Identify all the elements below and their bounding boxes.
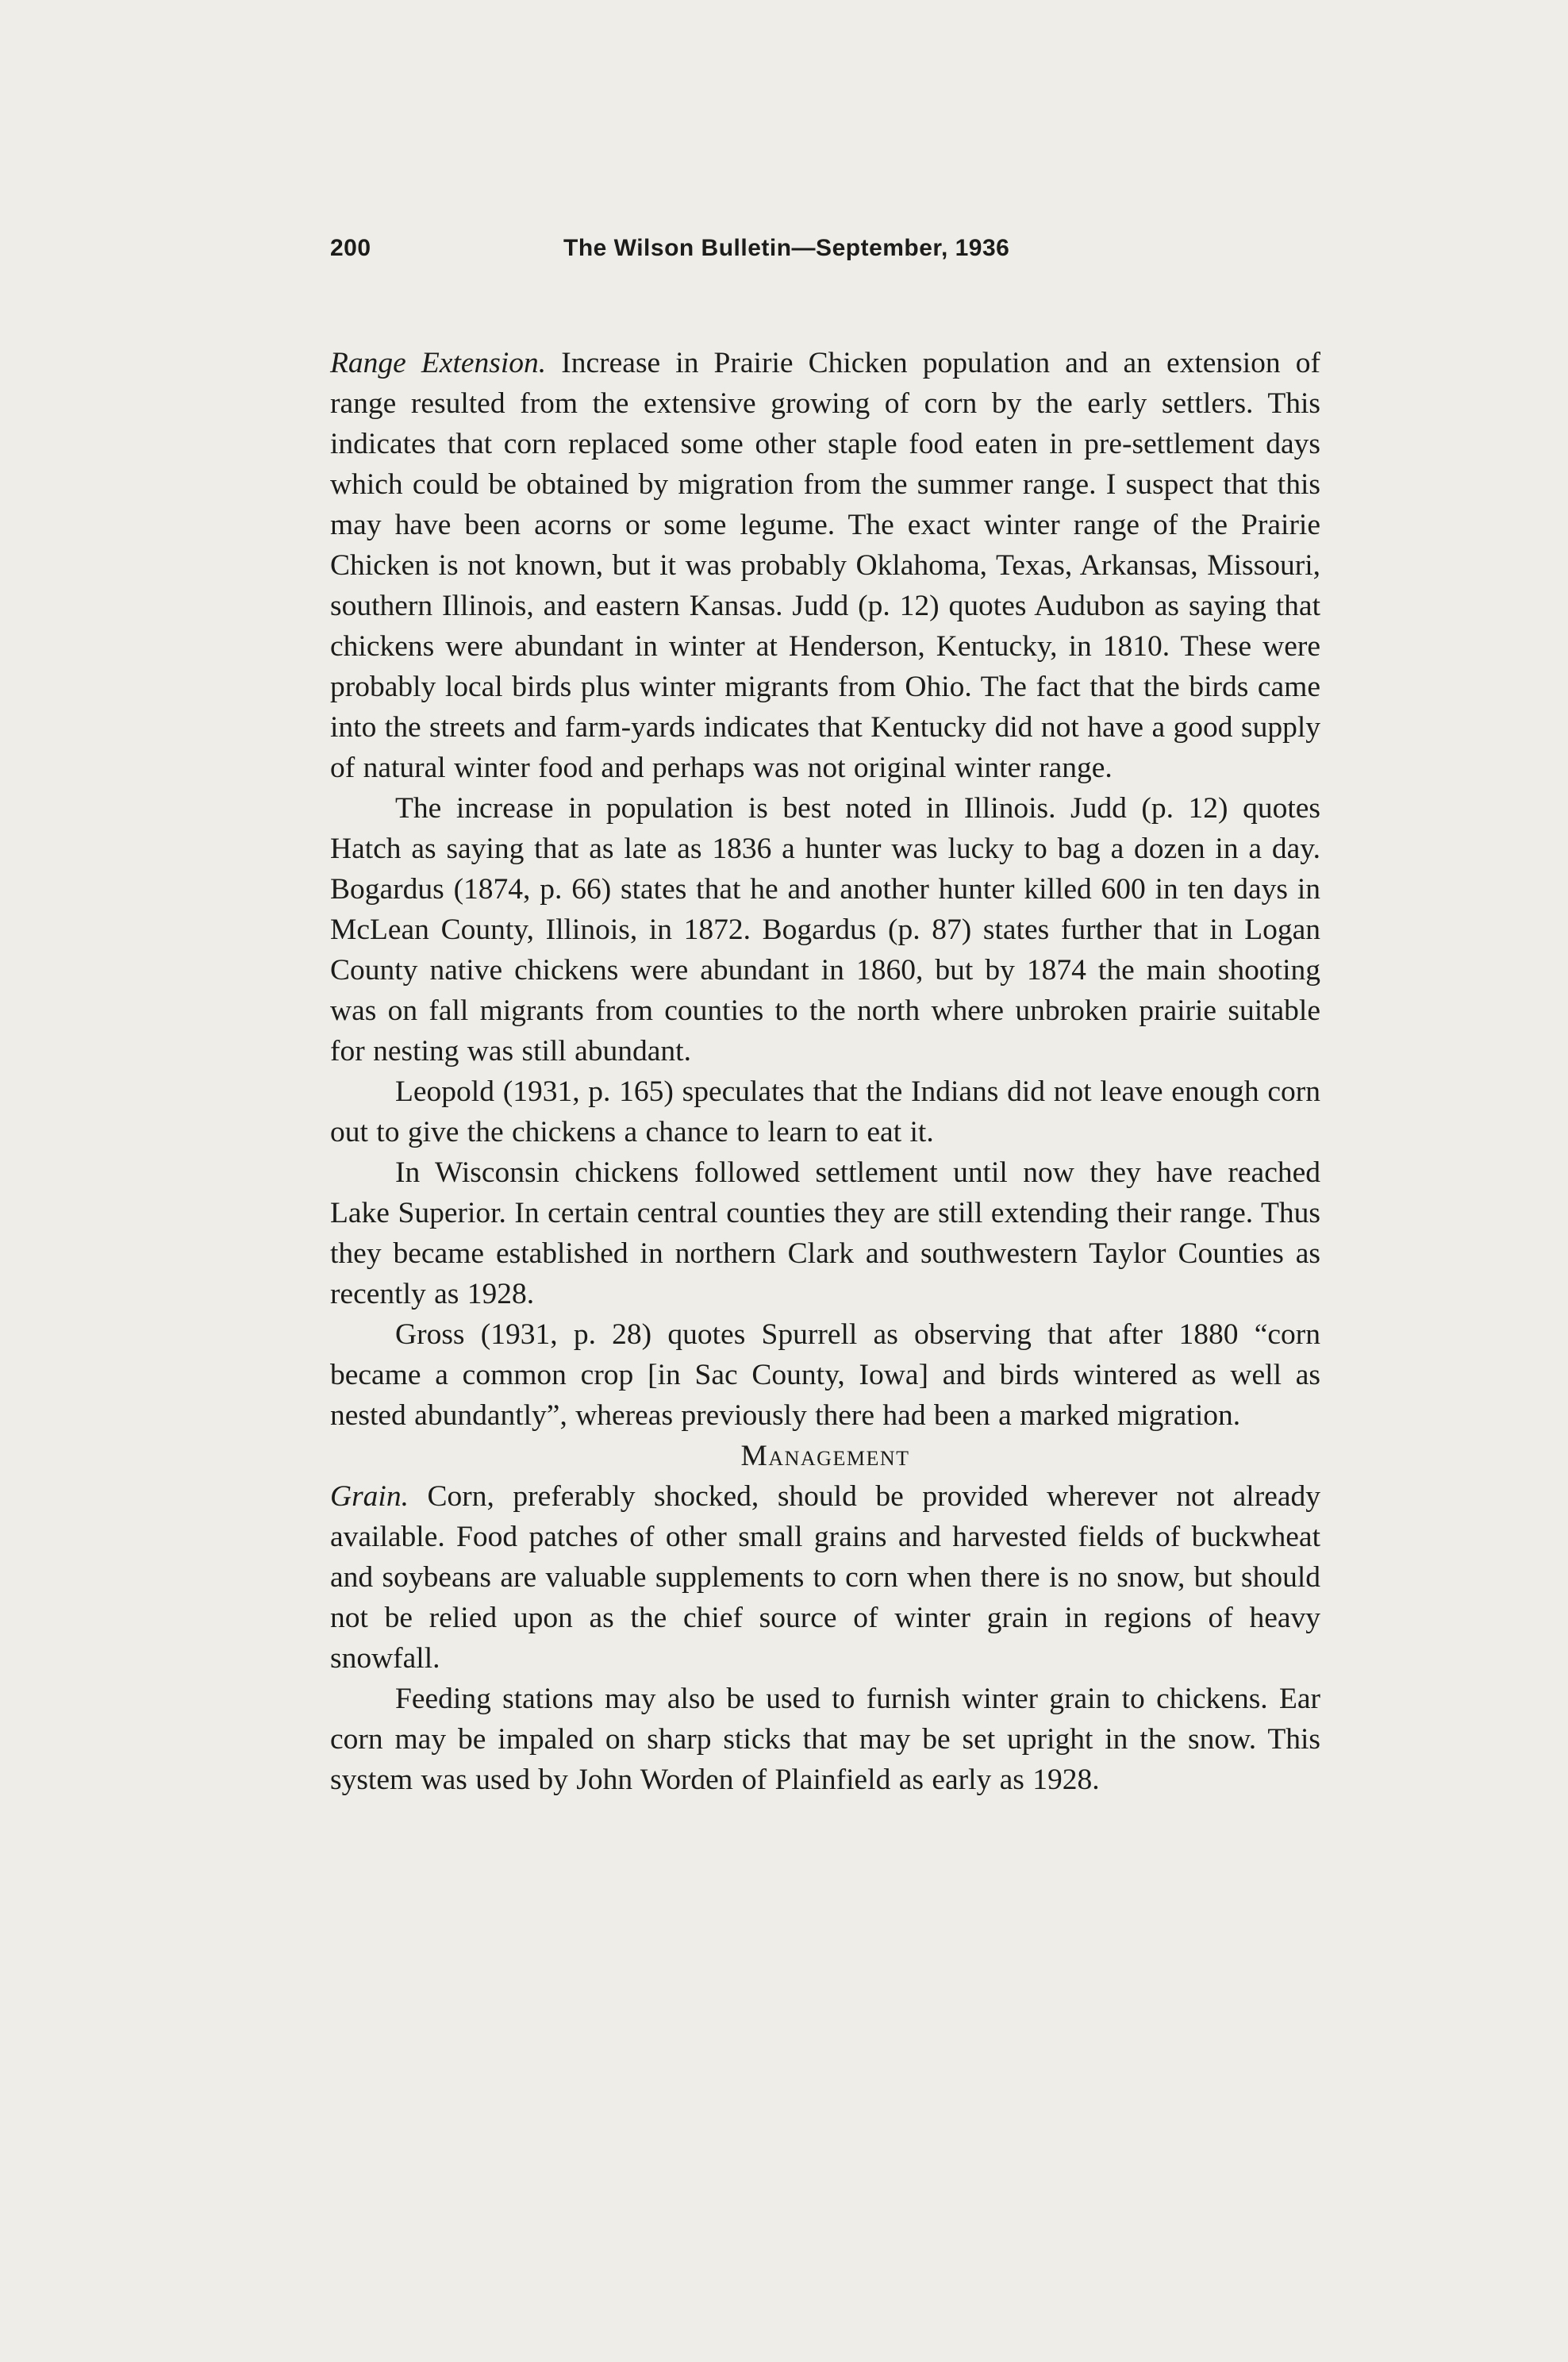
- running-title: The Wilson Bulletin—September, 1936: [563, 235, 1010, 261]
- run-in-heading: Range Extension.: [330, 347, 547, 379]
- paragraph: Feeding stations may also be used to furnish winter grain to chickens. Ear corn may be impaled on sharp sticks that may be set upright in the snow. This system was used by John Worden of Plainfield as early as 1928.: [330, 1683, 1320, 1796]
- paragraph: [330, 1476, 1320, 1679]
- paragraph-text: Corn, preferably shocked, should be provided wherever not already available. Food patches of other small grains and harvested fields of buckwheat and soybeans are valuable supplements to corn when there is no snow, but should not be relied upon as the chief source of winter grain in regions of heavy snowfall.: [330, 1480, 1321, 1675]
- paragraph: In Wisconsin chickens followed settlement until now they have reached Lake Superior. In certain central counties they are still extending their range. Thus they became established in northern Clark and southwestern Taylor Counties as recently as 1928.: [330, 1156, 1320, 1310]
- article-body: [330, 343, 1320, 1800]
- paragraph: Leopold (1931, p. 165) speculates that the Indians did not leave enough corn out to give the chickens a chance to learn to eat it.: [330, 1075, 1320, 1148]
- paragraph-text: Increase in Prairie Chicken population and an extension of range resulted from the extensive growing of corn by the early settlers. This indicates that corn replaced some other staple food eaten in pre-settlement days which could be obtained by migration from the summer range. I suspect that this may have been acorns or some legume. The exact winter range of the Prairie Chicken is not known, but it was probably Oklahoma, Texas, Arkansas, Missouri, southern Illinois, and eastern Kansas. Judd (p. 12) quotes Audubon as saying that chickens were abundant in winter at Henderson, Kentucky, in 1810. These were probably local birds plus winter migrants from Ohio. The fact that the birds came into the streets and farm-yards indicates that Kentucky did not have a good supply of natural winter food and perhaps was not original winter range.: [330, 347, 1321, 784]
- paragraph: [330, 343, 1320, 788]
- section-heading: Management: [740, 1440, 910, 1472]
- run-in-heading: Grain.: [330, 1480, 409, 1513]
- paragraph: The increase in population is best noted in Illinois. Judd (p. 12) quotes Hatch as saying that as late as 1836 a hunter was lucky to bag a dozen in a day. Bogardus (1874, p. 66) states that he and another hunter killed 600 in ten days in McLean County, Illinois, in 1872. Bogardus (p. 87) states further that in Logan County native chickens were abundant in 1860, but by 1874 the main shooting was on fall migrants from counties to the north where unbroken prairie suitable for nesting was still abundant.: [330, 792, 1320, 1068]
- page-number: 200: [330, 235, 371, 261]
- running-header: [330, 235, 1320, 275]
- paragraph: Gross (1931, p. 28) quotes Spurrell as observing that after 1880 “corn became a common crop [in Sac County, Iowa] and birds wintered as well as nested abundantly”, whereas previously there had been a marked migration.: [330, 1318, 1320, 1432]
